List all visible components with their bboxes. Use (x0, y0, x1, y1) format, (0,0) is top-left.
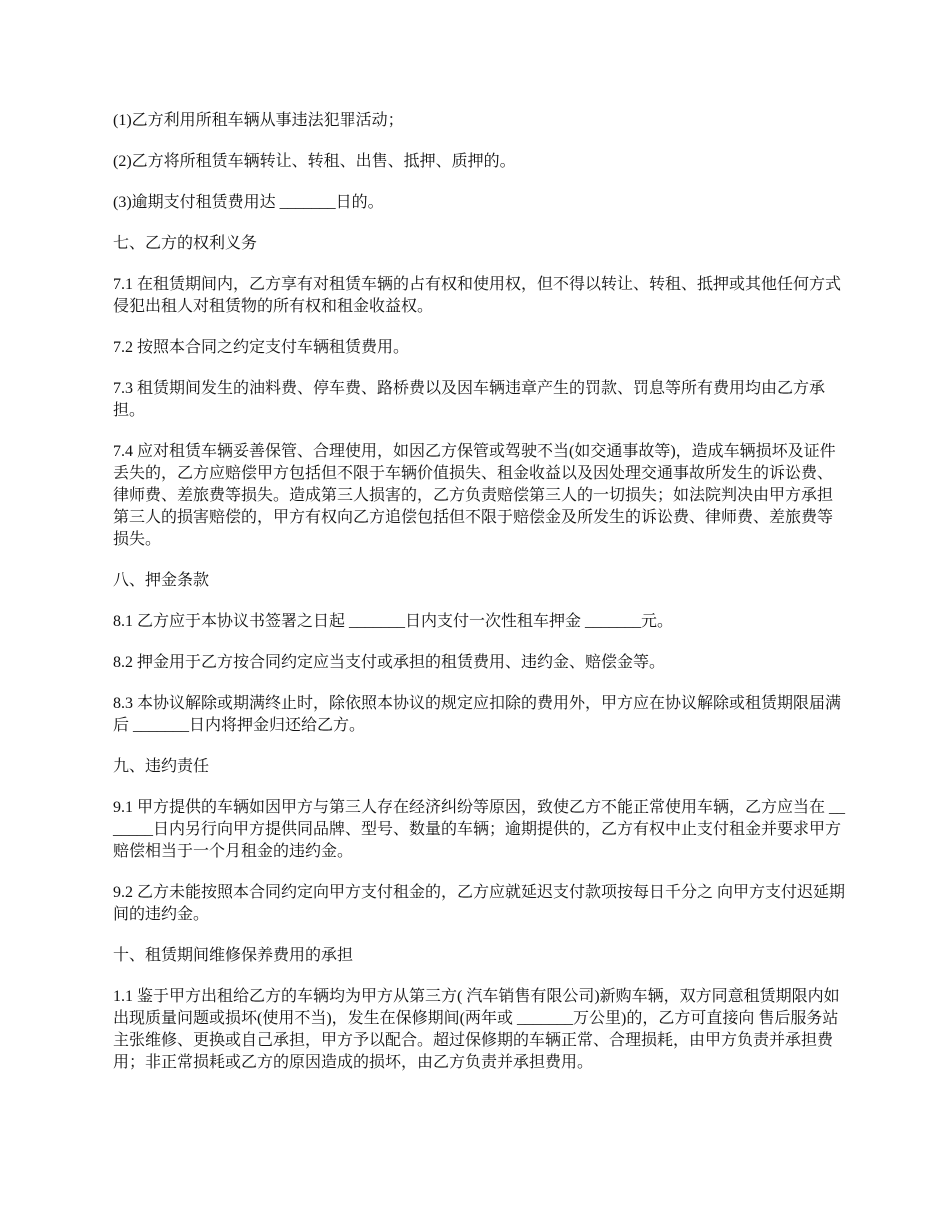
document-page (113, 110, 848, 1093)
section-heading-7: 七、乙方的权利义务 (113, 235, 258, 252)
clause-9-1: 9.1 甲方提供的车辆如因甲方与第三人存在经济纠纷等原因，致使乙方不能正常使用车辆，乙方应当在 _______日内另行向甲方提供同品牌、型号、数量的车辆；逾期提供的，乙方有权中止支付租金并要求甲方赔偿相当于一个月租金的违约金。 (113, 799, 846, 860)
clause-7-2: 7.2 按照本合同之约定支付车辆租赁费用。 (113, 339, 410, 356)
clause-7-3: 7.3 租赁期间发生的油料费、停车费、路桥费以及因车辆违章产生的罚款、罚息等所有费用均由乙方承担。 (113, 380, 826, 419)
clause-8-2: 8.2 押金用于乙方按合同约定应当支付或承担的租赁费用、违约金、赔偿金等。 (113, 654, 666, 671)
clause-7-1: 7.1 在租赁期间内，乙方享有对租赁车辆的占有权和使用权，但不得以转让、转租、抵押或其他任何方式侵犯出租人对租赁物的所有权和租金收益权。 (113, 276, 842, 315)
clause-7-4: 7.4 应对租赁车辆妥善保管、合理使用，如因乙方保管或驾驶不当(如交通事故等)，造成车辆损坏及证件丢失的，乙方应赔偿甲方包括但不限于车辆价值损失、租金收益以及因处理交通事故所发生的诉讼费、律师费、差旅费等损失。造成第三人损害的，乙方负责赔偿第三人的一切损失；如法院判决由甲方承担第三人的损害赔偿的，甲方有权向乙方追偿包括但不限于赔偿金及所发生的诉讼费、律师费、差旅费等损失。 (113, 443, 836, 548)
clause-1: (1)乙方利用所租车辆从事违法犯罪活动； (113, 112, 404, 129)
clause-9-2: 9.2 乙方未能按照本合同约定向甲方支付租金的，乙方应就延迟支付款项按每日千分之 向甲方支付迟延期间的违约金。 (113, 884, 846, 923)
section-heading-8: 八、押金条款 (113, 572, 210, 589)
clause-8-3: 8.3 本协议解除或期满终止时，除依照本协议的规定应扣除的费用外，甲方应在协议解除或租赁期限届满后 _______日内将押金归还给乙方。 (113, 695, 842, 734)
clause-10-1: 1.1 鉴于甲方出租给乙方的车辆均为甲方从第三方( 汽车销售有限公司)新购车辆，双方同意租赁期限内如出现质量问题或损坏(使用不当)，发生在保修期间(两年或 _______万公里)的，乙方可直接向 售后服务站主张维修、更换或自己承担，甲方予以配合。超过保修期的车辆正常、合理损耗，由甲方负责并承担费用；非正常损耗或乙方的原因造成的损坏，由乙方负责并承担费用。 (113, 988, 840, 1071)
section-heading-10: 十、租赁期间维修保养费用的承担 (113, 947, 354, 964)
section-heading-9: 九、违约责任 (113, 758, 210, 775)
clause-8-1: 8.1 乙方应于本协议书签署之日起 _______日内支付一次性租车押金 _______元。 (113, 613, 674, 630)
clause-2: (2)乙方将所租赁车辆转让、转租、出售、抵押、质押的。 (113, 153, 516, 170)
clause-3: (3)逾期支付租赁费用达 _______日的。 (113, 194, 384, 211)
